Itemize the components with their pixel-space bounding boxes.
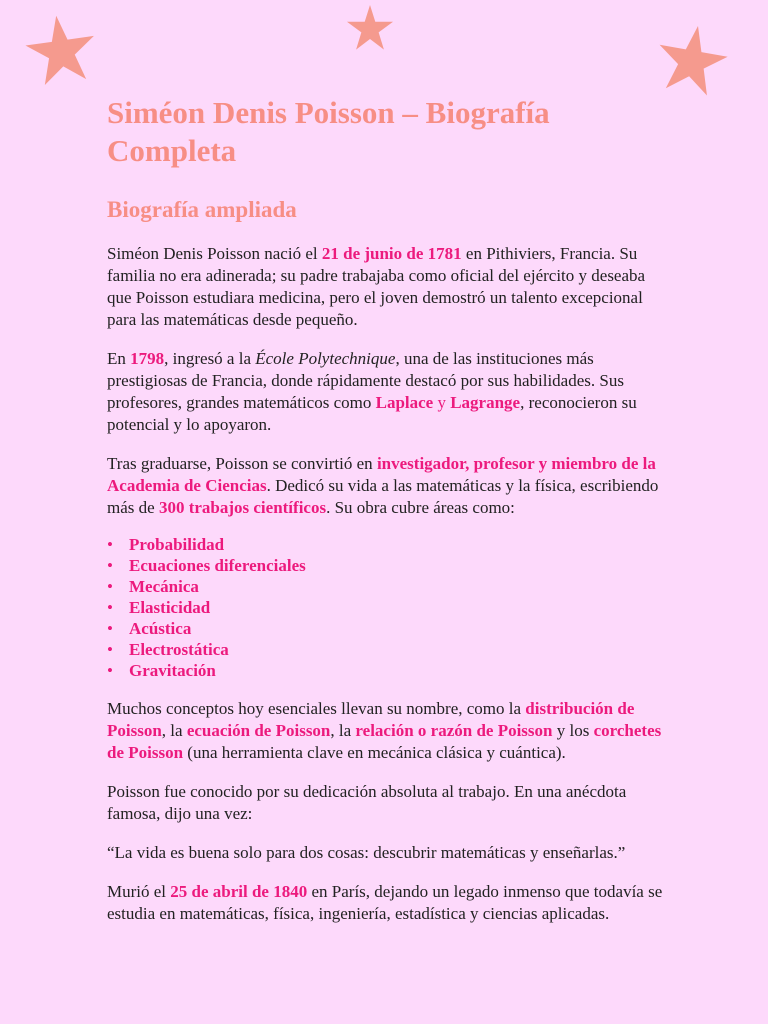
- highlight-ratio: relación o razón de Poisson: [355, 721, 553, 740]
- list-item: [107, 576, 667, 597]
- list-item: [107, 639, 667, 660]
- list-item-label: Probabilidad: [129, 535, 225, 554]
- text: en Pithiviers, Francia. Su familia no era adinerada; su padre trabajaba como oficial del ejército y deseaba que Poisson estudiara medicina, pero el joven demostró un talento excepcional para las matemáticas desde pequeño.: [107, 244, 646, 329]
- highlight-distribution: distribución de Poisson: [107, 699, 635, 740]
- text: , ingresó a la: [164, 349, 256, 368]
- list-item-label: Gravitación: [129, 661, 216, 680]
- list-item: [107, 597, 667, 618]
- paragraph-education: [107, 348, 667, 436]
- list-item-label: Ecuaciones diferenciales: [129, 556, 306, 575]
- text: Murió el: [107, 882, 171, 901]
- bullet: •: [107, 598, 113, 617]
- text: , la: [330, 721, 356, 740]
- bullet: •: [107, 661, 113, 680]
- star-icon-right: [656, 24, 728, 96]
- list-item: [107, 618, 667, 639]
- text: . Su obra cubre áreas como:: [326, 498, 515, 517]
- bullet: •: [107, 640, 113, 659]
- highlight-birth-date: 21 de junio de 1781: [321, 244, 462, 263]
- paragraph-anecdote: Poisson fue conocido por su dedicación absoluta al trabajo. En una anécdota famosa, dijo una vez:: [107, 782, 627, 823]
- highlight-works: 300 trabajos científicos: [158, 498, 327, 517]
- bullet: •: [107, 577, 113, 596]
- star-icon-center: [346, 4, 394, 52]
- highlight-laplace: Laplace: [375, 393, 434, 412]
- text: , la: [161, 721, 187, 740]
- highlight-brackets: corchetes de Poisson: [107, 721, 662, 762]
- text: y los: [552, 721, 594, 740]
- paragraph-legacy-concepts: [107, 698, 667, 764]
- highlight-roles: investigador, profesor y miembro de la Academia de Ciencias: [107, 454, 656, 495]
- document-body: [107, 94, 667, 925]
- list-item-label: Acústica: [129, 619, 192, 638]
- highlight-equation: ecuación de Poisson: [186, 721, 331, 740]
- list-item: [107, 555, 667, 576]
- text: Siméon Denis Poisson nació el: [107, 244, 322, 263]
- text: . Dedicó su vida a las matemáticas y la física, escribiendo más de: [107, 476, 659, 517]
- bullet: •: [107, 619, 113, 638]
- school-name: École Polytechnique: [255, 349, 396, 368]
- text: , reconocieron su potencial y lo apoyaron.: [107, 393, 637, 434]
- text: y: [433, 393, 451, 412]
- paragraph-birth: [107, 243, 667, 331]
- areas-list: [107, 534, 667, 681]
- list-item-label: Electrostática: [129, 640, 229, 659]
- quote: “La vida es buena solo para dos cosas: descubrir matemáticas y enseñarlas.”: [107, 843, 626, 862]
- text: (una herramienta clave en mecánica clásica y cuántica).: [183, 743, 566, 762]
- text: Tras graduarse, Poisson se convirtió en: [107, 454, 377, 473]
- section-heading: Biografía ampliada: [107, 197, 297, 222]
- list-item: [107, 534, 667, 555]
- list-item-label: Mecánica: [129, 577, 199, 596]
- paragraph-death: [107, 881, 667, 925]
- highlight-lagrange: Lagrange: [450, 393, 521, 412]
- bullet: •: [107, 556, 113, 575]
- highlight-death-date: 25 de abril de 1840: [170, 882, 308, 901]
- highlight-year: 1798: [130, 349, 165, 368]
- text: en París, dejando un legado inmenso que todavía se estudia en matemáticas, física, ingeniería, estadística y ciencias aplicadas.: [107, 882, 663, 923]
- star-icon-left: [25, 14, 97, 86]
- paragraph-career: [107, 453, 667, 519]
- text: , una de las instituciones más prestigiosas de Francia, donde rápidamente destacó por sus habilidades. Sus profesores, grandes matemáticos como: [107, 349, 624, 412]
- text: En: [107, 349, 131, 368]
- page-title: Siméon Denis Poisson – Biografía Completa: [107, 95, 550, 168]
- list-item-label: Elasticidad: [129, 598, 211, 617]
- bullet: •: [107, 535, 113, 554]
- text: Muchos conceptos hoy esenciales llevan su nombre, como la: [107, 699, 526, 718]
- list-item: [107, 660, 667, 681]
